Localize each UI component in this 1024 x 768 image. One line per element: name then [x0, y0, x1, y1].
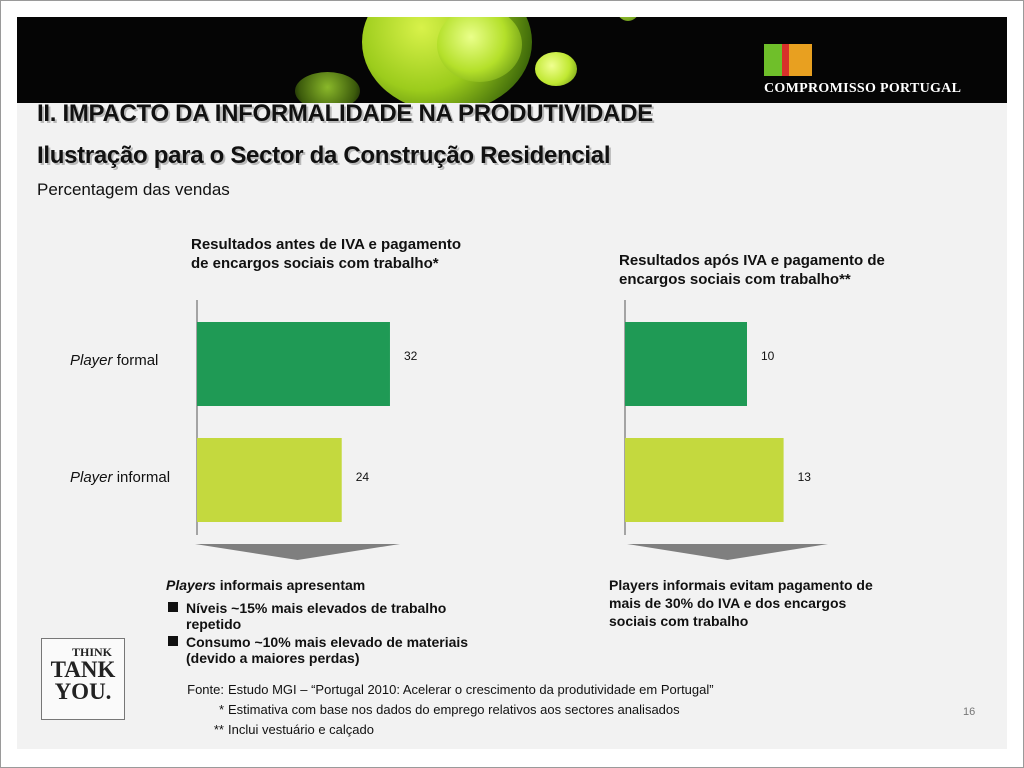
source-notes — [170, 680, 714, 740]
right-chart-title-line: Resultados após IVA e pagamento de — [619, 252, 885, 269]
bullet-list — [166, 600, 516, 668]
unit-note: Percentagem das vendas — [37, 180, 230, 199]
think-tank-logo — [41, 638, 125, 720]
source-mark: * — [218, 702, 224, 717]
source-row — [170, 720, 714, 740]
bullet-item — [166, 600, 516, 632]
bar-value-label: 32 — [403, 349, 418, 363]
page-subtitle: Ilustração para o Sector da Construção Residencial — [37, 142, 611, 169]
bullet-line: Níveis ~15% mais elevados de trabalho — [186, 600, 447, 616]
bar — [625, 322, 747, 406]
category-label-rest: informal — [112, 469, 171, 486]
source-mark: Fonte: — [187, 682, 224, 697]
source-text: Estimativa com base nos dados do emprego relativos aos sectores analisados — [228, 702, 680, 717]
left-caption-italic: Players — [166, 577, 216, 593]
category-label-rest: formal — [112, 352, 159, 369]
down-arrow-icon — [195, 544, 400, 560]
bar-value-label: 10 — [761, 349, 775, 363]
category-label-italic: Player — [70, 469, 113, 486]
bar — [197, 438, 342, 522]
source-row — [170, 700, 714, 720]
left-caption — [166, 576, 365, 594]
page-number: 16 — [963, 706, 976, 718]
bullet-item — [166, 634, 516, 666]
right-caption-line: sociais com trabalho — [609, 613, 749, 629]
right-chart-title-line: encargos sociais com trabalho** — [619, 271, 851, 288]
bar-value-label: 13 — [797, 470, 811, 484]
source-mark: ** — [213, 722, 224, 737]
right-caption-line: mais de 30% do IVA e dos encargos — [609, 595, 847, 611]
down-arrow-icon — [627, 544, 828, 560]
source-row — [170, 680, 714, 700]
category-label-italic: Player — [70, 352, 113, 369]
source-text: Estudo MGI – “Portugal 2010: Acelerar o crescimento da produtividade em Portugal” — [228, 682, 714, 697]
logo-line: THINK — [71, 645, 112, 659]
bullet-line: Consumo ~10% mais elevado de materiais — [186, 634, 469, 650]
left-chart-title-line: Resultados antes de IVA e pagamento — [191, 236, 462, 253]
brand-name: COMPROMISSO PORTUGAL — [764, 81, 962, 96]
left-caption-rest: informais apresentam — [215, 577, 366, 593]
page-title: II. IMPACTO DA INFORMALIDADE NA PRODUTIVIDADE — [37, 100, 653, 127]
right-caption-line: Players informais evitam pagamento de — [609, 577, 873, 593]
right-caption — [609, 576, 873, 630]
bar — [197, 322, 390, 406]
source-text: Inclui vestuário e calçado — [228, 722, 374, 737]
logo-line: YOU. — [54, 679, 112, 704]
square-bullet-icon — [168, 602, 178, 612]
logo-line: TANK — [50, 657, 116, 682]
left-chart-title-line: de encargos sociais com trabalho* — [191, 255, 439, 272]
bullet-line: repetido — [186, 616, 242, 632]
bar-value-label: 24 — [355, 470, 370, 484]
bullet-line: (devido a maiores perdas) — [186, 650, 360, 666]
bar — [625, 438, 784, 522]
square-bullet-icon — [168, 636, 178, 646]
